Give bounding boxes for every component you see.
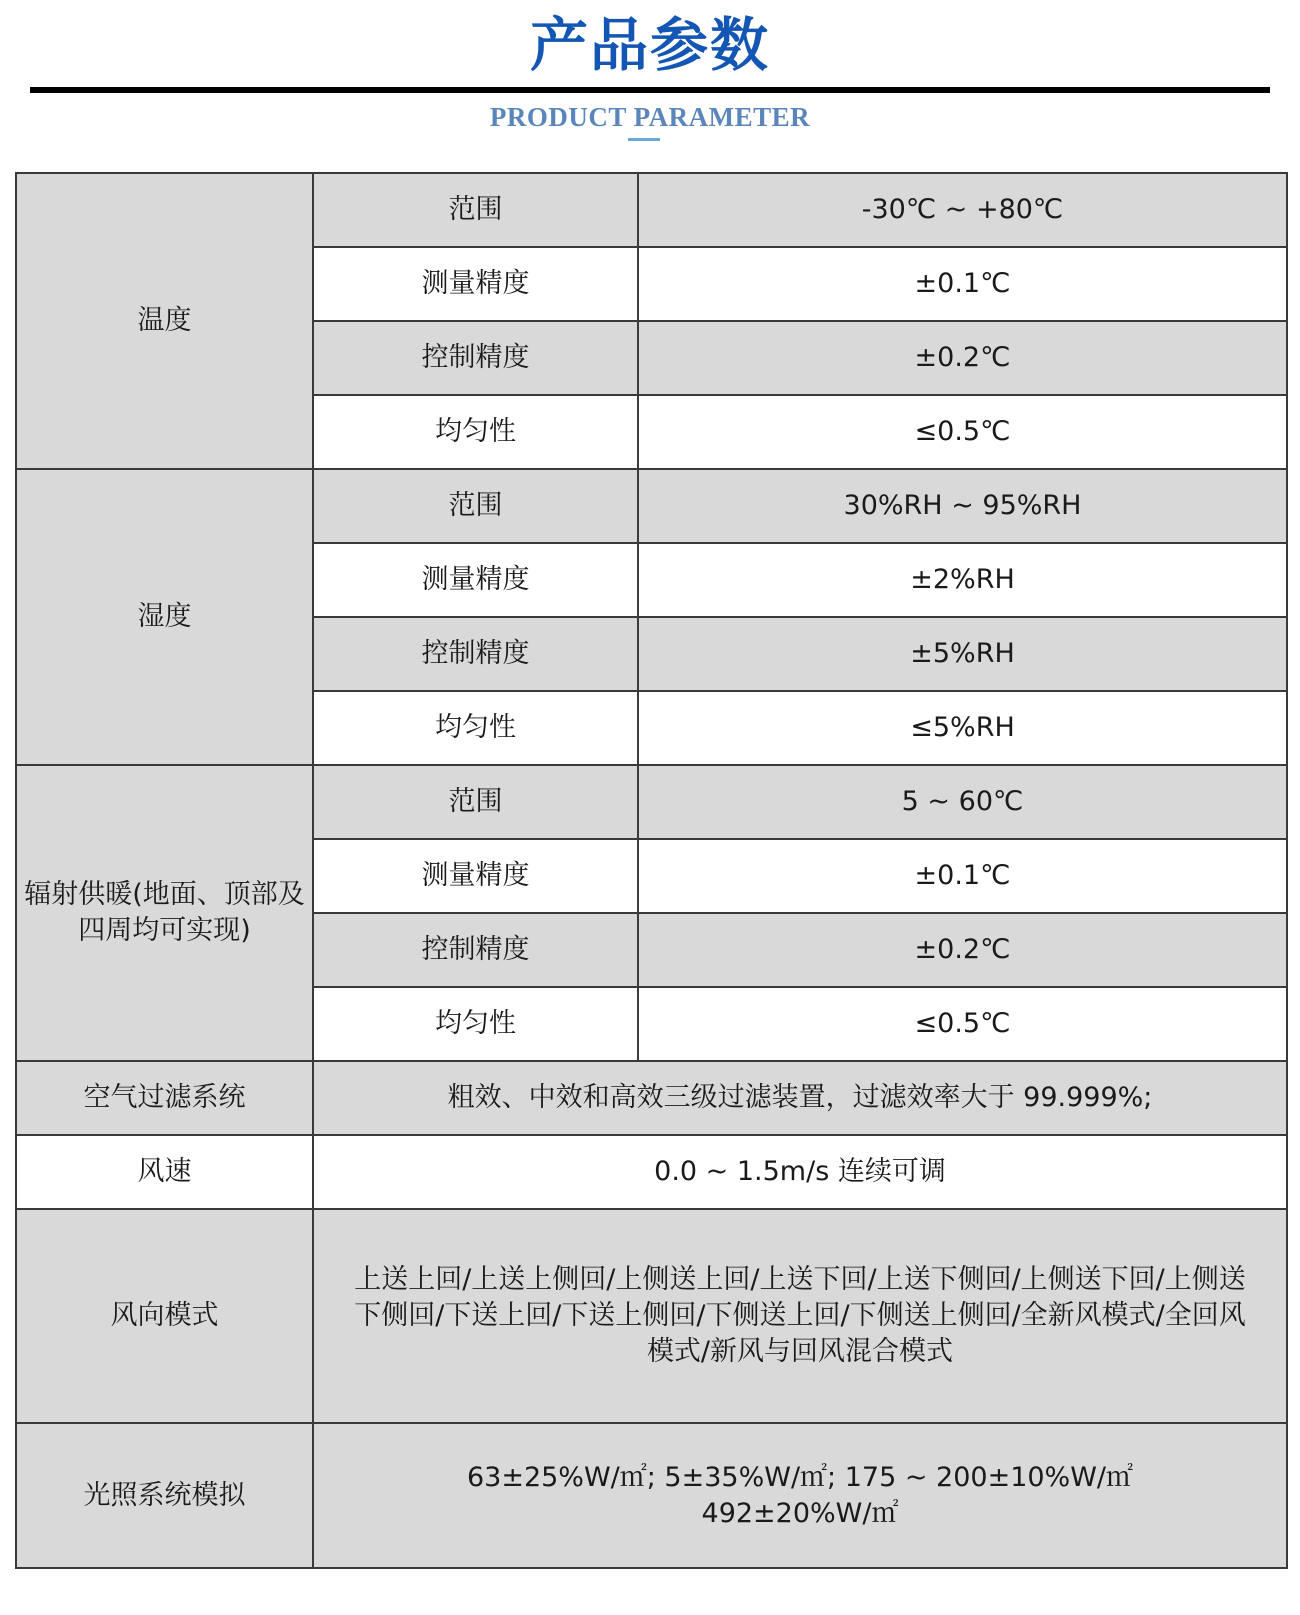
value-cell — [313, 1423, 1287, 1568]
param-cell: 控制精度 — [313, 321, 638, 395]
category-cell — [16, 765, 313, 1061]
param-cell: 测量精度 — [313, 543, 638, 617]
table-row — [16, 173, 1287, 247]
value-cell: ≤0.5℃ — [638, 987, 1287, 1061]
category-cell: 湿度 — [16, 469, 313, 765]
table-row — [16, 1061, 1287, 1135]
category-cell: 风向模式 — [16, 1209, 313, 1423]
category-line: 辐射供暖(地面、顶部及 — [24, 879, 305, 910]
table-row — [16, 1423, 1287, 1568]
table-row — [16, 469, 1287, 543]
subtitle-accent-bar — [628, 138, 660, 141]
value-cell: 0.0 ~ 1.5m/s 连续可调 — [313, 1135, 1287, 1209]
value-line: 模式/新风与回风混合模式 — [646, 1336, 954, 1367]
value-cell: ≤0.5℃ — [638, 395, 1287, 469]
value-cell: ≤5%RH — [638, 691, 1287, 765]
value-line: 63±25%W/㎡; 5±35%W/㎡; 175 ~ 200±10%W/㎡ — [466, 1461, 1134, 1493]
value-cell: 30%RH ~ 95%RH — [638, 469, 1287, 543]
value-cell: -30℃ ~ +80℃ — [638, 173, 1287, 247]
param-cell: 范围 — [313, 173, 638, 247]
param-cell: 控制精度 — [313, 617, 638, 691]
value-cell: ±5%RH — [638, 617, 1287, 691]
value-cell: 粗效、中效和高效三级过滤装置，过滤效率大于 99.999%; — [313, 1061, 1287, 1135]
category-cell: 风速 — [16, 1135, 313, 1209]
param-cell: 范围 — [313, 765, 638, 839]
table-row — [16, 765, 1287, 839]
value-cell: ±0.2℃ — [638, 913, 1287, 987]
table-row — [16, 1135, 1287, 1209]
value-cell: ±0.1℃ — [638, 247, 1287, 321]
param-cell: 均匀性 — [313, 691, 638, 765]
value-line: 492±20%W/㎡ — [701, 1497, 899, 1529]
title-divider — [30, 87, 1270, 93]
param-cell: 均匀性 — [313, 395, 638, 469]
table-row — [16, 1209, 1287, 1423]
param-cell: 控制精度 — [313, 913, 638, 987]
param-cell: 测量精度 — [313, 839, 638, 913]
category-cell: 空气过滤系统 — [16, 1061, 313, 1135]
category-cell: 温度 — [16, 173, 313, 469]
page-title: 产品参数 — [529, 11, 770, 79]
value-cell — [313, 1209, 1287, 1423]
parameter-table — [15, 172, 1288, 1569]
category-line: 四周均可实现) — [78, 915, 251, 946]
param-cell: 范围 — [313, 469, 638, 543]
value-cell: 5 ~ 60℃ — [638, 765, 1287, 839]
category-cell: 光照系统模拟 — [16, 1423, 313, 1568]
param-cell: 测量精度 — [313, 247, 638, 321]
value-cell: ±0.1℃ — [638, 839, 1287, 913]
value-cell: ±0.2℃ — [638, 321, 1287, 395]
value-line: 下侧回/下送上回/下送上侧回/下侧送上回/下侧送上侧回/全新风模式/全回风 — [354, 1300, 1246, 1331]
value-cell: ±2%RH — [638, 543, 1287, 617]
page-subtitle: PRODUCT PARAMETER — [489, 102, 811, 132]
param-cell: 均匀性 — [313, 987, 638, 1061]
value-line: 上送上回/上送上侧回/上侧送上回/上送下回/上送下侧回/上侧送下回/上侧送 — [354, 1264, 1246, 1295]
